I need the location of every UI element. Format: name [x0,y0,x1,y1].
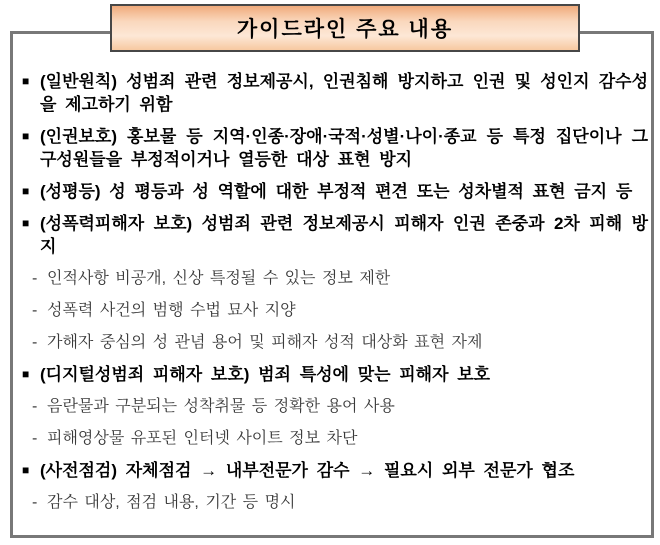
guideline-subitem [22,267,648,290]
guideline-subitem-text: 피해영상물 유포된 인터넷 사이트 정보 차단 [47,430,358,447]
guideline-subitem-text: 가해자 중심의 성 관념 용어 및 피해자 성적 대상화 표현 자제 [47,334,483,351]
guideline-item-pre-check [22,459,648,482]
square-bullet-icon: ■ [22,463,30,477]
guideline-item-digital-crime [22,363,648,386]
guideline-subitem [22,331,648,354]
guideline-item-text: (디지털성범죄 피해자 보호) 범죄 특성에 맞는 피해자 보호 [40,365,491,384]
guideline-item-gender-equality [22,180,648,203]
guideline-subitem [22,491,648,514]
guideline-item-text: (성평등) 성 평등과 성 역할에 대한 부정적 편견 또는 성차별적 표현 금지 등 [40,182,633,201]
square-bullet-icon: ■ [22,367,30,381]
page-title: 가이드라인 주요 내용 [236,18,454,41]
guideline-subitem [22,395,648,418]
dash-bullet-icon: - [32,302,38,319]
title-box [110,4,580,52]
dash-bullet-icon: - [32,430,38,447]
guideline-subitem [22,299,648,322]
guideline-item-text: (사전점검) 자체점검 → 내부전문가 감수 → 필요시 외부 전문가 협조 [40,461,575,480]
square-bullet-icon: ■ [22,74,30,88]
square-bullet-icon: ■ [22,184,30,198]
guideline-subitem-text: 감수 대상, 점검 내용, 기간 등 명시 [47,494,296,511]
guideline-item-human-rights [22,125,648,171]
dash-bullet-icon: - [32,398,38,415]
guideline-subitem [22,427,648,450]
guideline-subitem-text: 인적사항 비공개, 신상 특정될 수 있는 정보 제한 [47,270,391,287]
guideline-item-text: (일반원칙) 성범죄 관련 정보제공시, 인권침해 방지하고 인권 및 성인지 감수성을 제고하기 위함 [40,72,648,114]
guideline-item-general-principle [22,70,648,116]
dash-bullet-icon: - [32,334,38,351]
guideline-item-victim-protection [22,212,648,258]
dash-bullet-icon: - [32,270,38,287]
guideline-subitem-text: 성폭력 사건의 범행 수법 묘사 지양 [47,302,296,319]
guideline-list [22,70,648,523]
dash-bullet-icon: - [32,494,38,511]
square-bullet-icon: ■ [22,129,30,143]
guideline-subitem-text: 음란물과 구분되는 성착취물 등 정확한 용어 사용 [47,398,395,415]
guideline-item-text: (성폭력피해자 보호) 성범죄 관련 정보제공시 피해자 인권 존중과 2차 피해 방지 [40,214,648,256]
guideline-item-text: (인권보호) 홍보물 등 지역·인종·장애·국적·성별·나이·종교 등 특정 집단이나 그 구성원들을 부정적이거나 열등한 대상 표현 방지 [40,127,648,169]
square-bullet-icon: ■ [22,216,30,230]
